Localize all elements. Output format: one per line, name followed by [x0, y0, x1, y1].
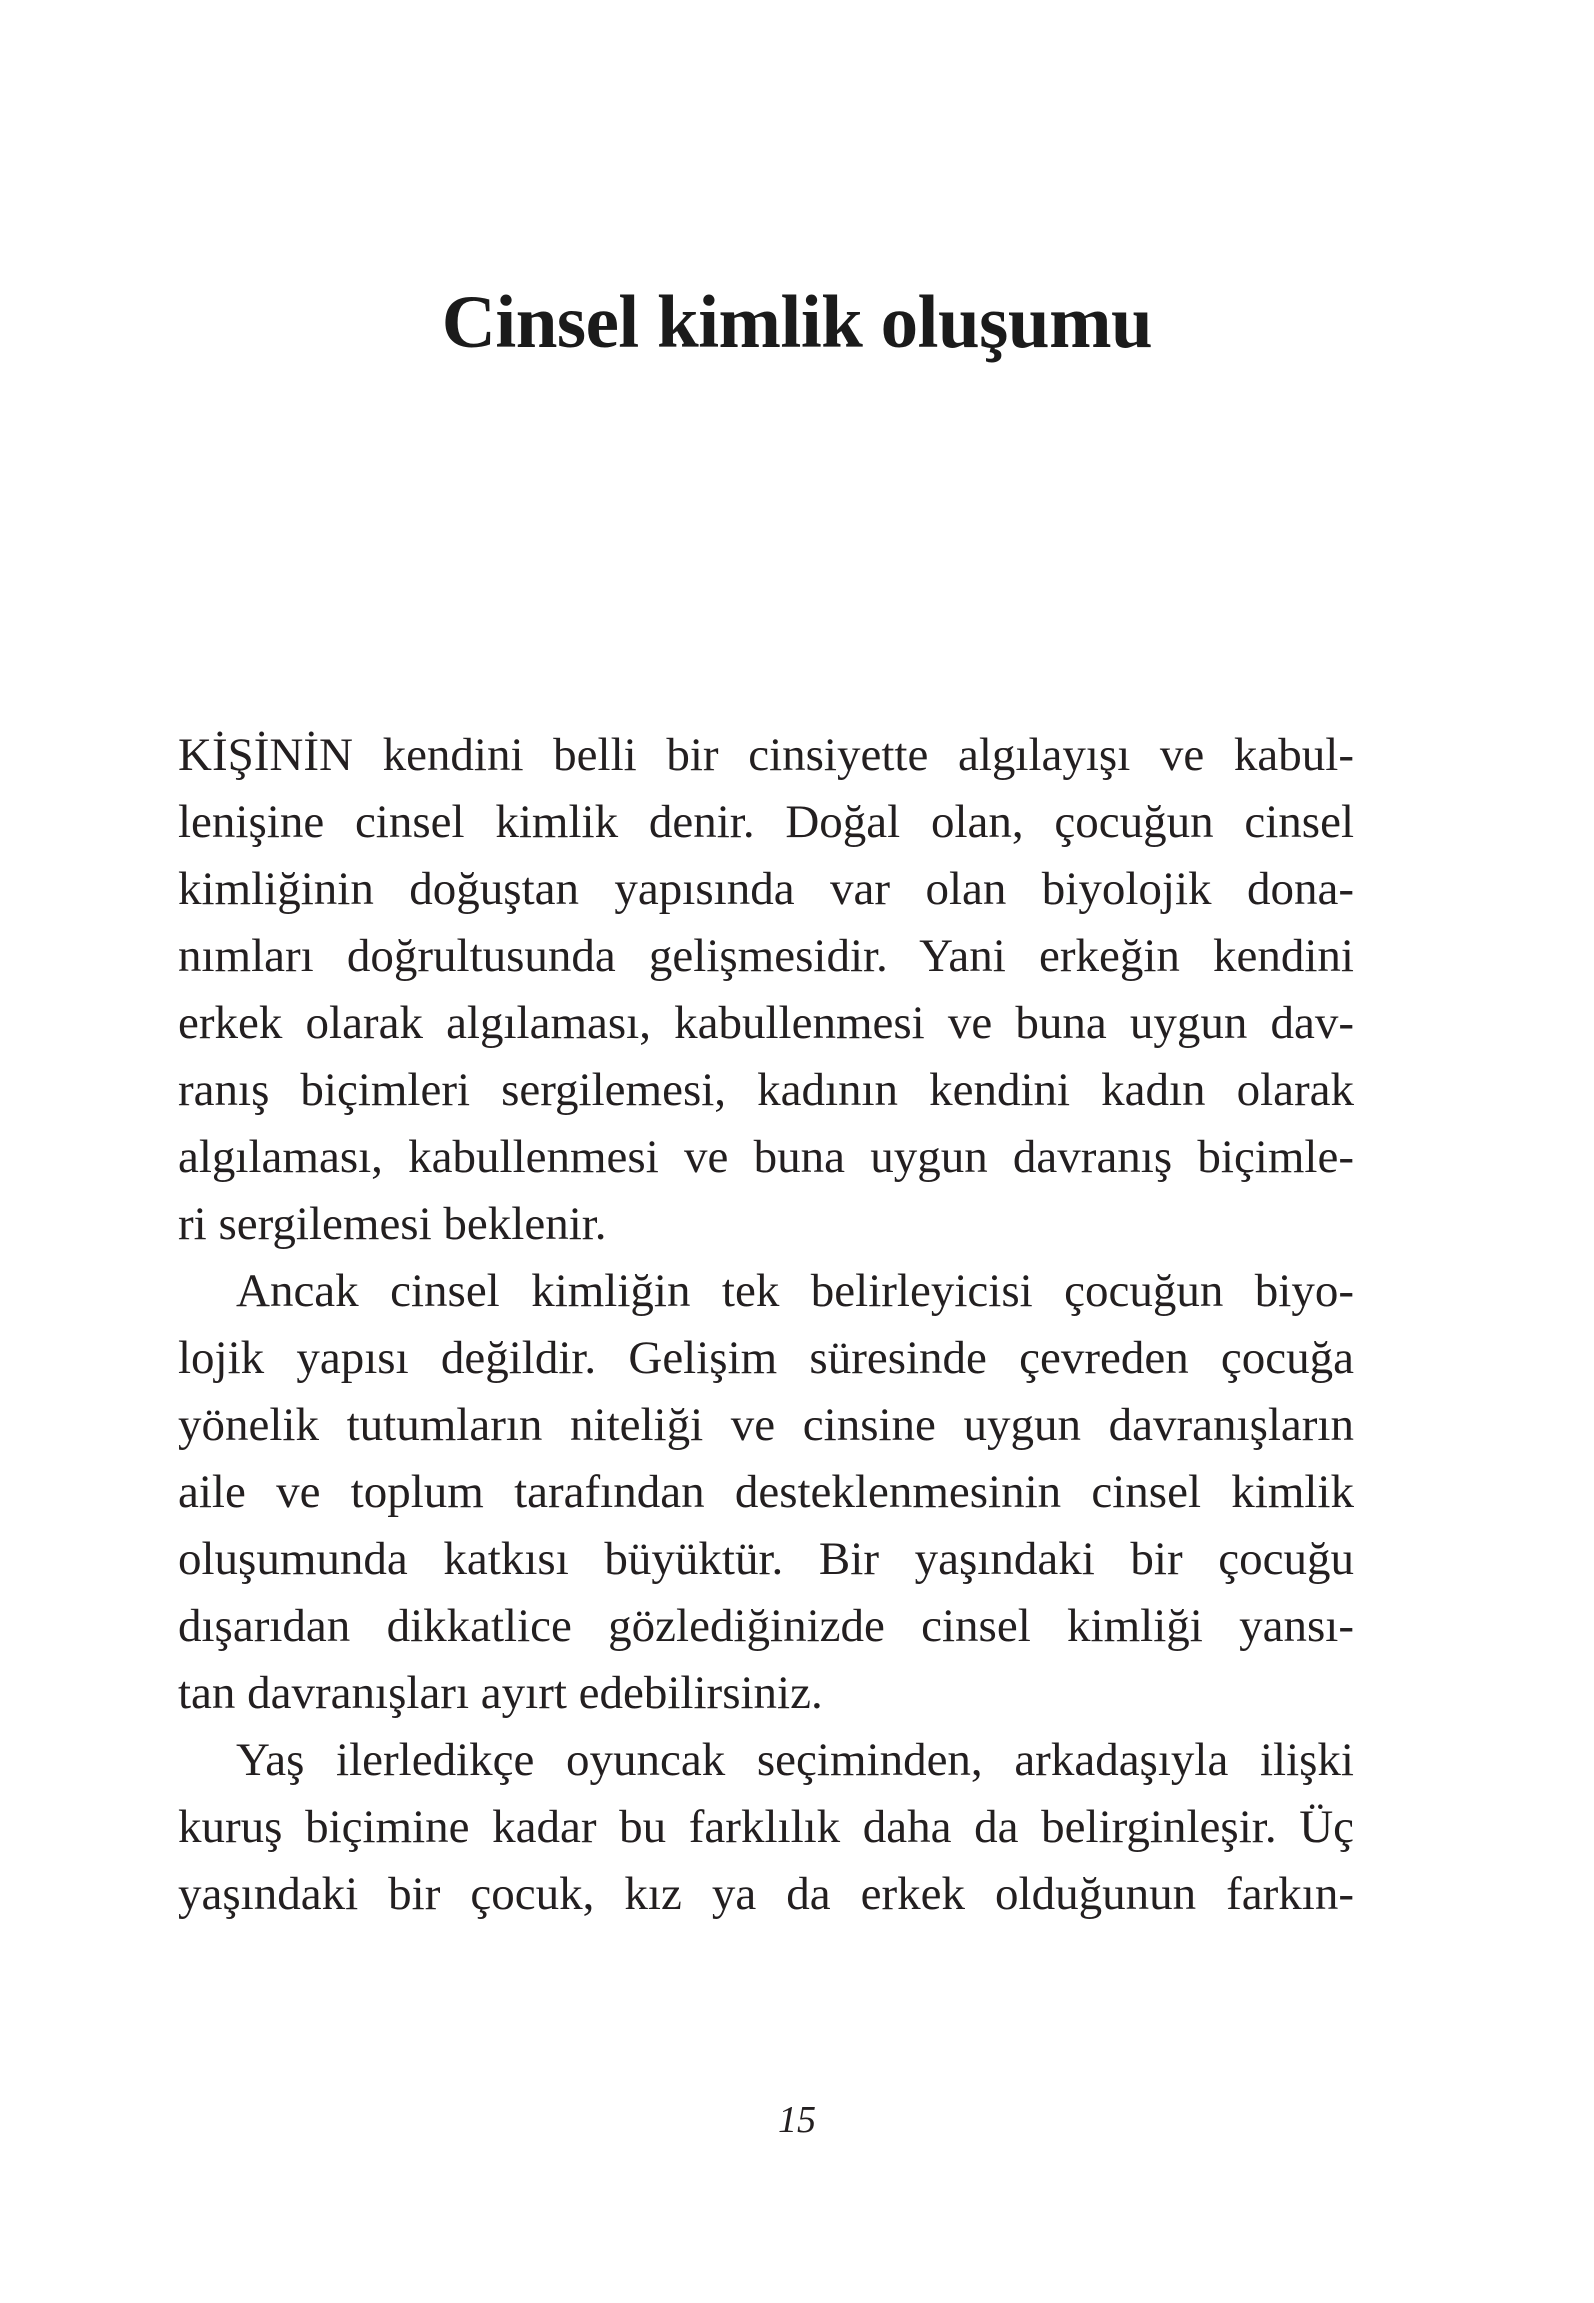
text-line: aile ve toplum tarafından desteklenmesinin cinsel kimlik	[178, 1466, 1354, 1518]
text-line: lenişine cinsel kimlik denir. Doğal olan, çocuğun cinsel	[178, 796, 1354, 848]
text-line: yaşındaki bir çocuk, kız ya da erkek olduğunun farkın-	[178, 1868, 1354, 1920]
text-line: Yaş ilerledikçe oyuncak seçiminden, arkadaşıyla ilişki	[236, 1734, 1354, 1786]
body-text	[178, 722, 1354, 1928]
text-line: tan davranışları ayırt edebilirsiniz.	[178, 1667, 823, 1719]
paragraph	[178, 1258, 1354, 1727]
text-line: lojik yapısı değildir. Gelişim süresinde çevreden çocuğa	[178, 1332, 1354, 1384]
text-line: algılaması, kabullenmesi ve buna uygun davranış biçimle-	[178, 1131, 1354, 1183]
text-line: kuruş biçimine kadar bu farklılık daha da belirginleşir. Üç	[178, 1801, 1354, 1853]
text-line: oluşumunda katkısı büyüktür. Bir yaşındaki bir çocuğu	[178, 1533, 1354, 1585]
text-line: KİŞİNİN kendini belli bir cinsiyette algılayışı ve kabul-	[178, 729, 1354, 781]
text-line: Ancak cinsel kimliğin tek belirleyicisi çocuğun biyo-	[236, 1265, 1354, 1317]
text-line: dışarıdan dikkatlice gözlediğinizde cinsel kimliği yansı-	[178, 1600, 1354, 1652]
text-line: yönelik tutumların niteliği ve cinsine uygun davranışların	[178, 1399, 1354, 1451]
page-number: 15	[778, 2099, 816, 2141]
text-line: ranış biçimleri sergilemesi, kadının kendini kadın olarak	[178, 1064, 1354, 1116]
text-line: nımları doğrultusunda gelişmesidir. Yani erkeğin kendini	[178, 930, 1354, 982]
text-line: kimliğinin doğuştan yapısında var olan biyolojik dona-	[178, 863, 1354, 915]
text-line: ri sergilemesi beklenir.	[178, 1198, 607, 1250]
paragraph	[178, 1727, 1354, 1928]
text-line: erkek olarak algılaması, kabullenmesi ve buna uygun dav-	[178, 997, 1354, 1049]
paragraph	[178, 722, 1354, 1258]
chapter-title: Cinsel kimlik oluşumu	[441, 281, 1153, 364]
